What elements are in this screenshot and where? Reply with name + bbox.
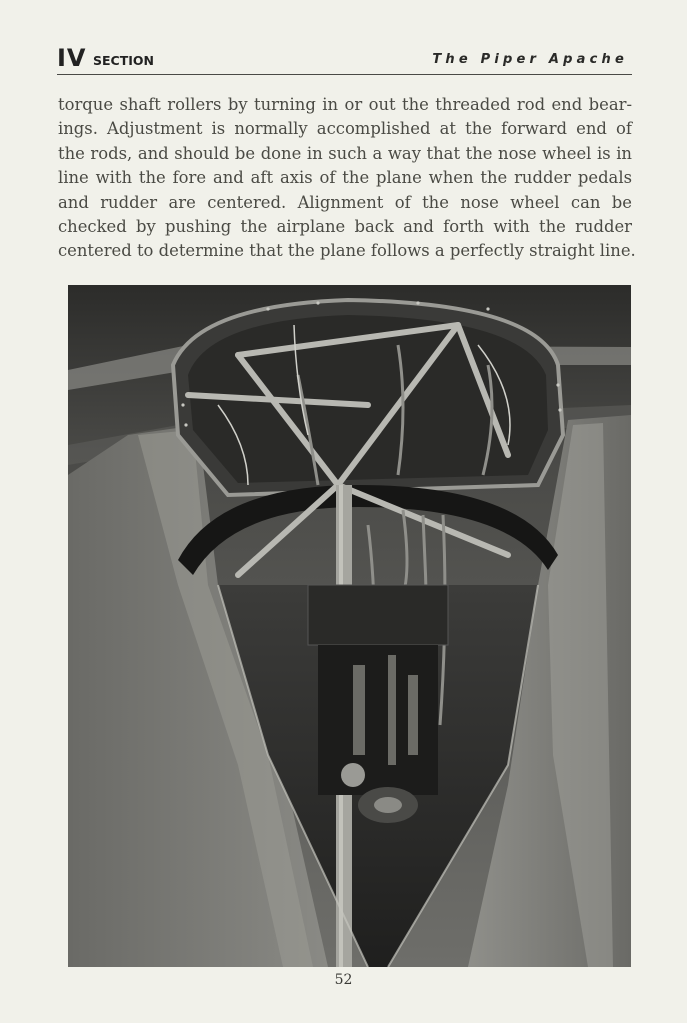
body-line: checked by pushing the airplane back and forth with the rudder	[58, 217, 632, 237]
nose-gear-photo	[68, 285, 631, 967]
body-line: line with the fore and aft axis of the plane when the rudder pedals	[58, 168, 632, 188]
body-line: torque shaft rollers by turning in or out the threaded rod end bear-	[58, 95, 632, 114]
body-line: and rudder are centered. Alignment of the nose wheel can be	[58, 192, 632, 212]
body-paragraph	[58, 93, 636, 264]
body-line: centered to determine that the plane follows a perfectly straight line.	[58, 241, 636, 261]
photo-illustration	[68, 285, 631, 967]
section-label: SECTION	[93, 53, 154, 68]
header-rule	[57, 74, 632, 75]
section-number: IV	[57, 44, 87, 72]
running-title: The Piper Apache	[432, 52, 628, 67]
page-number: 52	[334, 972, 353, 988]
page-header	[57, 44, 630, 74]
body-line: the rods, and should be done in such a way that the nose wheel is in	[58, 143, 632, 163]
body-line: ings. Adjustment is normally accomplished at the forward end of	[58, 119, 632, 139]
